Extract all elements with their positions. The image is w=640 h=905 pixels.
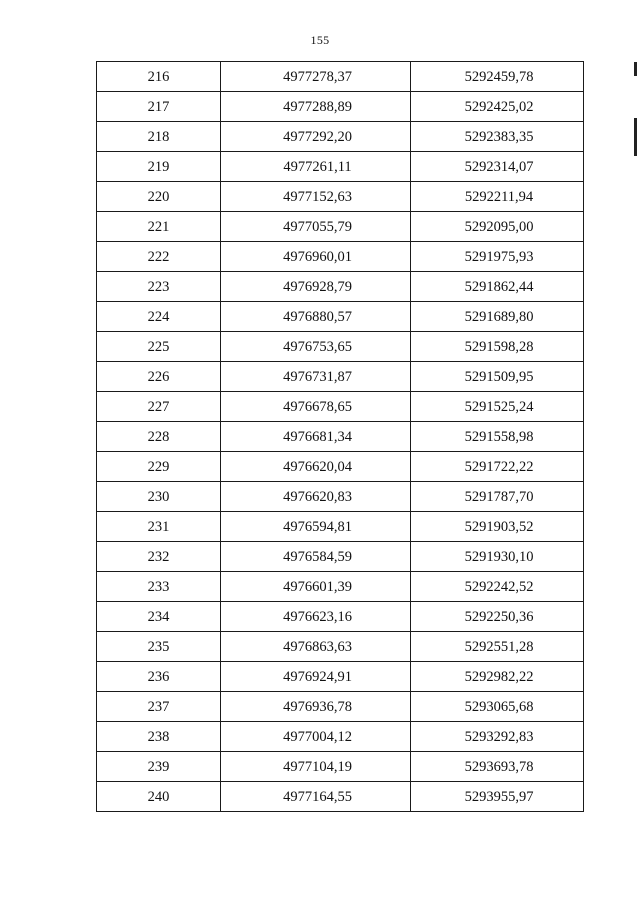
table-row: [97, 452, 584, 482]
x-coordinate-cell: 4976928,79: [221, 272, 411, 302]
table-row: [97, 512, 584, 542]
table-row: [97, 122, 584, 152]
x-coordinate-cell: 4976731,87: [221, 362, 411, 392]
y-coordinate-cell: 5291787,70: [411, 482, 584, 512]
point-number-cell: 223: [97, 272, 221, 302]
x-coordinate-cell: 4977261,11: [221, 152, 411, 182]
page-number: 155: [310, 33, 330, 47]
point-number-cell: 221: [97, 212, 221, 242]
table-row: [97, 752, 584, 782]
y-coordinate-cell: 5291722,22: [411, 452, 584, 482]
x-coordinate-cell: 4976620,04: [221, 452, 411, 482]
y-coordinate-cell: 5292551,28: [411, 632, 584, 662]
y-coordinate-cell: 5292383,35: [411, 122, 584, 152]
coordinates-table-body: [97, 62, 584, 812]
y-coordinate-cell: 5292982,22: [411, 662, 584, 692]
point-number-cell: 240: [97, 782, 221, 812]
point-number-cell: 239: [97, 752, 221, 782]
table-row: [97, 572, 584, 602]
y-coordinate-cell: 5292314,07: [411, 152, 584, 182]
y-coordinate-cell: 5293065,68: [411, 692, 584, 722]
x-coordinate-cell: 4976681,34: [221, 422, 411, 452]
table-row: [97, 92, 584, 122]
x-coordinate-cell: 4976924,91: [221, 662, 411, 692]
y-coordinate-cell: 5293955,97: [411, 782, 584, 812]
y-coordinate-cell: 5293693,78: [411, 752, 584, 782]
point-number-cell: 216: [97, 62, 221, 92]
point-number-cell: 238: [97, 722, 221, 752]
table-row: [97, 182, 584, 212]
point-number-cell: 219: [97, 152, 221, 182]
x-coordinate-cell: 4976601,39: [221, 572, 411, 602]
y-coordinate-cell: 5292242,52: [411, 572, 584, 602]
x-coordinate-cell: 4977292,20: [221, 122, 411, 152]
x-coordinate-cell: 4976678,65: [221, 392, 411, 422]
x-coordinate-cell: 4976960,01: [221, 242, 411, 272]
y-coordinate-cell: 5291598,28: [411, 332, 584, 362]
y-coordinate-cell: 5291689,80: [411, 302, 584, 332]
point-number-cell: 230: [97, 482, 221, 512]
point-number-cell: 218: [97, 122, 221, 152]
y-coordinate-cell: 5292459,78: [411, 62, 584, 92]
x-coordinate-cell: 4976584,59: [221, 542, 411, 572]
y-coordinate-cell: 5291903,52: [411, 512, 584, 542]
y-coordinate-cell: 5291509,95: [411, 362, 584, 392]
point-number-cell: 217: [97, 92, 221, 122]
x-coordinate-cell: 4977004,12: [221, 722, 411, 752]
table-row: [97, 302, 584, 332]
point-number-cell: 237: [97, 692, 221, 722]
y-coordinate-cell: 5291975,93: [411, 242, 584, 272]
y-coordinate-cell: 5291525,24: [411, 392, 584, 422]
x-coordinate-cell: 4977152,63: [221, 182, 411, 212]
x-coordinate-cell: 4976936,78: [221, 692, 411, 722]
table-row: [97, 272, 584, 302]
x-coordinate-cell: 4976620,83: [221, 482, 411, 512]
point-number-cell: 222: [97, 242, 221, 272]
table-row: [97, 392, 584, 422]
x-coordinate-cell: 4976880,57: [221, 302, 411, 332]
table-row: [97, 152, 584, 182]
table-row: [97, 332, 584, 362]
point-number-cell: 235: [97, 632, 221, 662]
y-coordinate-cell: 5291930,10: [411, 542, 584, 572]
table-row: [97, 602, 584, 632]
point-number-cell: 233: [97, 572, 221, 602]
y-coordinate-cell: 5292425,02: [411, 92, 584, 122]
point-number-cell: 224: [97, 302, 221, 332]
y-coordinate-cell: 5293292,83: [411, 722, 584, 752]
x-coordinate-cell: 4976594,81: [221, 512, 411, 542]
point-number-cell: 227: [97, 392, 221, 422]
scan-edge-mark-bottom: [634, 118, 637, 156]
point-number-cell: 229: [97, 452, 221, 482]
y-coordinate-cell: 5291558,98: [411, 422, 584, 452]
point-number-cell: 232: [97, 542, 221, 572]
table-row: [97, 722, 584, 752]
scan-edge-mark-top: [634, 62, 637, 76]
x-coordinate-cell: 4976863,63: [221, 632, 411, 662]
x-coordinate-cell: 4976753,65: [221, 332, 411, 362]
table-row: [97, 422, 584, 452]
x-coordinate-cell: 4977055,79: [221, 212, 411, 242]
y-coordinate-cell: 5292211,94: [411, 182, 584, 212]
table-row: [97, 632, 584, 662]
table-row: [97, 242, 584, 272]
y-coordinate-cell: 5292250,36: [411, 602, 584, 632]
table-row: [97, 542, 584, 572]
table-row: [97, 782, 584, 812]
x-coordinate-cell: 4977278,37: [221, 62, 411, 92]
point-number-cell: 228: [97, 422, 221, 452]
coordinates-table: [96, 61, 584, 812]
table-row: [97, 662, 584, 692]
table-row: [97, 212, 584, 242]
x-coordinate-cell: 4977164,55: [221, 782, 411, 812]
table-row: [97, 362, 584, 392]
x-coordinate-cell: 4977104,19: [221, 752, 411, 782]
point-number-cell: 225: [97, 332, 221, 362]
table-row: [97, 692, 584, 722]
x-coordinate-cell: 4976623,16: [221, 602, 411, 632]
point-number-cell: 226: [97, 362, 221, 392]
table-row: [97, 62, 584, 92]
y-coordinate-cell: 5291862,44: [411, 272, 584, 302]
point-number-cell: 220: [97, 182, 221, 212]
point-number-cell: 234: [97, 602, 221, 632]
x-coordinate-cell: 4977288,89: [221, 92, 411, 122]
y-coordinate-cell: 5292095,00: [411, 212, 584, 242]
point-number-cell: 231: [97, 512, 221, 542]
point-number-cell: 236: [97, 662, 221, 692]
table-row: [97, 482, 584, 512]
